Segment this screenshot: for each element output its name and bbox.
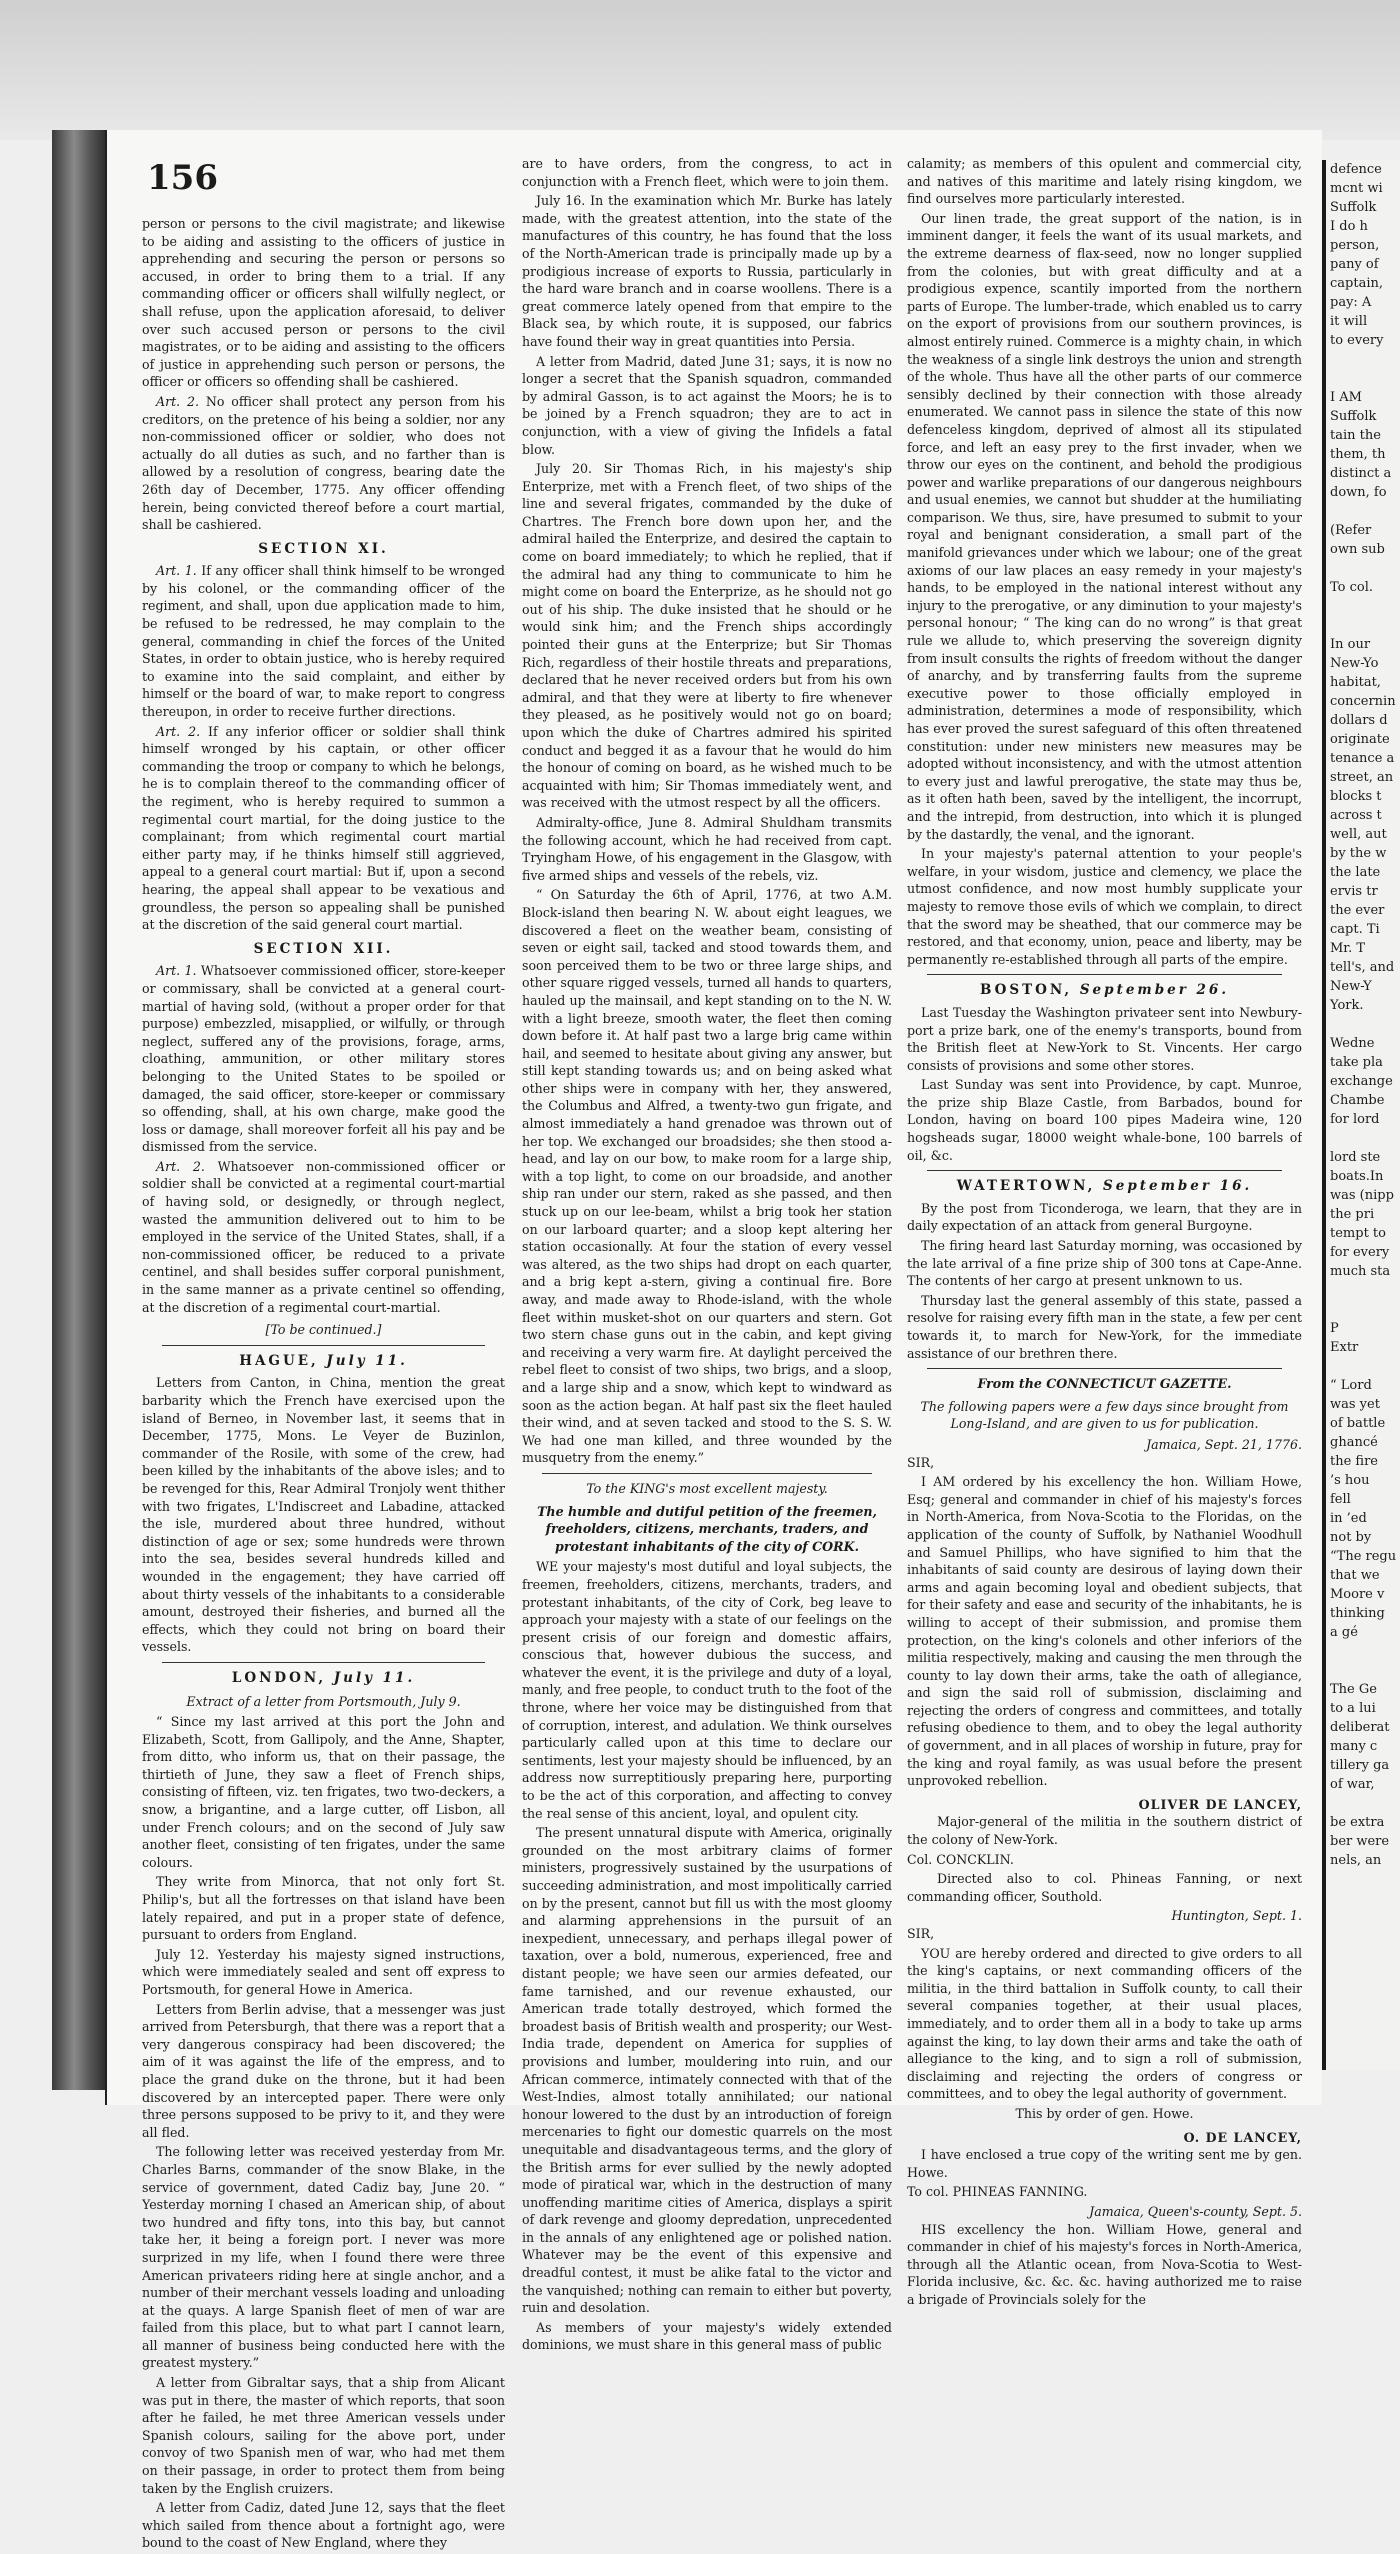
letter-date: Huntington, Sept. 1. bbox=[1171, 1908, 1302, 1924]
sliver-line: “ Lord bbox=[1330, 1378, 1372, 1393]
paragraph: The following letter was received yesterday from Mr. Charles Barns, commander of the snow Blake, in the service of government, dated Cadiz bay, June 20. “ Yesterday morning I chased an American ship, of about two hundred and fifty tons, into this bay, but cannot take her, it being a foreign port. I never was more surprized in my life, when I found there were three American privateers riding here at single anchor, and a number of their merchant vessels loading and unloading at the quays. A large Spanish fleet of men of war are failed from this place, but to what part I cannot learn, all manner of business being conducted here with the greatest mystery.” bbox=[142, 2144, 505, 2371]
paragraph: WE your majesty's most dutiful and loyal subjects, the freemen, freeholders, citizens, merchants, traders, and protestant inhabitants, of the city of Cork, beg leave to approach your majesty with a state of our feelings on the present crisis of our foreign and domestic affairs, conscious that, however dubious the success, and whatever the event, it is the privilege and duty of a loyal, manly, and free people, to conduct truth to the foot of the throne, where her voice may be distinguished from that of corruption, interest, and adulation. We think ourselves particularly called upon at this time to declare our sentiments, lest your majesty should be influenced, by an address now surreptitiously preparing here, purporting to be the act of this corporation, and affecting to convey the real sense of this ancient, loyal, and opulent city. bbox=[522, 1559, 892, 1821]
sliver-line: Wedne bbox=[1330, 1036, 1375, 1051]
sliver-line: lord ste bbox=[1330, 1150, 1381, 1165]
section-heading: SECTION XI. bbox=[258, 540, 389, 557]
sliver-line: of war, bbox=[1330, 1777, 1375, 1792]
sliver-line: I AM bbox=[1330, 390, 1362, 405]
paragraph: HIS excellency the hon. William Howe, general and commander in chief of his majesty's forces in North-America, through all the Atlantic ocean, from Nova-Scotia to West-Florida inclusive, &c. &c. &c. having authorized me to raise a brigade of Provincials solely for the bbox=[907, 2221, 1302, 2307]
sliver-line: for every bbox=[1330, 1245, 1390, 1260]
paragraph: Last Sunday was sent into Providence, by capt. Munroe, the prize ship Blaze Castle, from Barbados, bound for London, having on board 100 pipes Madeira wine, 120 hogsheads sugar, 18000 weight whale-bone, 100 barrels of oil, &c. bbox=[907, 1077, 1302, 1163]
sliver-line: originate bbox=[1330, 732, 1390, 747]
paragraph: In your majesty's paternal attention to your people's welfare, in your wisdom, justice and clemency, we place the utmost confidence, and now most humbly supplicate your majesty to remove those evils of which we complain, to direct that the sword may be sheathed, that our commerce may be restored, and that economy, union, peace and liberty, may be permanently re-established through all parts of the empire. bbox=[907, 846, 1302, 967]
signature: O. DE LANCEY, bbox=[1183, 2129, 1302, 2145]
paragraph: July 16. In the examination which Mr. Burke has lately made, with the greatest attention, into the state of the manufactures of this country, he has found that the loss of the North-American trade is principally made up by a prodigious increase of exports to Russia, particularly in the hard ware branch and in coarse woollens. There is a great commerce lately opened from that empire to the Black sea, by which route, it is supposed, our fabrics have found their way in great quantities into Persia. bbox=[522, 193, 892, 349]
sliver-line: tempt to bbox=[1330, 1226, 1386, 1241]
sliver-line bbox=[1326, 1794, 1400, 1813]
paragraph: Letters from Berlin advise, that a messenger was just arrived from Petersburgh, that there was a report that a very dangerous conspiracy had been discovered; the aim of it was against the life of the empress, and to place the grand duke on the throne, but it had been discovered by an intercepted paper. There were only three persons supposed to be privy to it, and they were all fled. bbox=[142, 2001, 505, 2140]
sliver-line: tillery ga bbox=[1330, 1758, 1390, 1773]
sliver-line: of battle bbox=[1330, 1416, 1386, 1431]
sliver-line: The Ge bbox=[1330, 1682, 1377, 1697]
paragraph: A letter from Madrid, dated June 31; says, it is now no longer a secret that the Spanish squadron, commanded by admiral Gasson, is to act against the Moors; he is to be joined by a French squadron; they are to act in conjunction, with a view of giving the Infidels a fatal blow. bbox=[522, 353, 892, 457]
page-number: 156 bbox=[147, 158, 218, 198]
sliver-line: Suffolk bbox=[1330, 200, 1377, 215]
sliver-line: the fire bbox=[1330, 1454, 1379, 1469]
sliver-line: distinct a bbox=[1330, 466, 1392, 481]
sliver-line: fell bbox=[1330, 1492, 1351, 1507]
sliver-line: not by bbox=[1330, 1530, 1372, 1545]
salutation: SIR, bbox=[907, 1926, 935, 1941]
sliver-line: I do h bbox=[1330, 219, 1368, 234]
paragraph: Last Tuesday the Washington privateer sent into Newbury-port a prize bark, one of the enemy's transports, bound from the British fleet at New-York to St. Vincents. Her cargo consists of provisions and some other stores. bbox=[907, 1004, 1302, 1073]
divider bbox=[927, 1368, 1282, 1369]
article-1: Art. 1. If any officer shall think himself to be wronged by his colonel, or the commanding officer of the regiment, and shall, upon due application made to him, be refused to be redressed, he may complain to the general, commanding in chief the forces of the United States, in order to obtain justice, who is hereby required to examine into the said complaint, and either by himself or the board of war, to make report to congress thereupon, in order to receive further directions. bbox=[142, 563, 505, 720]
divider bbox=[542, 1473, 872, 1474]
sliver-line: the late bbox=[1330, 865, 1381, 880]
paragraph: I have enclosed a true copy of the writing sent me by gen. Howe. bbox=[907, 2147, 1302, 2180]
paragraph: The present unnatural dispute with America, originally grounded on the most arbitrary claims of former ministers, progressively sustained by the usurpations of succeeding administration, and most impolitically carried on by the present, cannot but fill us with the most gloomy and alarming apprehensions in the pursuit of an inexpedient, unnecessary, and perhaps illegal power of taxation, over a bold, numerous, experienced, free and distant people; we have seen our armies defeated, our fame tarnished, and our revenue exhausted, our American trade totally destroyed, which formed the broadest basis of British wealth and prosperity; our West-India trade, dependent on America for supplies of provisions and lumber, mouldering into ruin, and our African commerce, intimately connected with that of the West-Indies, almost totally annihilated; our national honour lowered to the dust by an introduction of foreign mercenaries to fight our domestic quarrels on the most unequitable and disadvantageous terms, and the glory of the British arms for ever sullied by the newly adopted mode of piratical war, which in the destruction of many unoffending maritime cities of America, displays a spirit of dark revenge and gloomy depredation, unprecedented in the annals of any enlightened age or polished nation. Whatever may be the event of this expensive and dreadful contest, it must be alike fatal to the victor and the vanquished; nothing can remain to either but poverty, ruin and desolation. bbox=[522, 1825, 892, 2316]
sliver-line: blocks t bbox=[1330, 789, 1382, 804]
paragraph: person or persons to the civil magistrate; and likewise to be aiding and assisting to the officers of justice in apprehending and securing the person or persons so accused, in order to bring them to a trial. If any commanding officer or officers shall wilfully neglect, or shall refuse, upon the application aforesaid, to deliver over such accused person or persons to the civil magistrates, or to be aiding and assisting to the officers of justice in apprehending such person or persons, the officer or officers so offending shall be cashiered. bbox=[142, 216, 505, 390]
paragraph: Our linen trade, the great support of the nation, is in imminent danger, it feels the want of its usual markets, and the extreme dearness of flax-seed, now no longer supplied from the colonies, but with great difficulty and at a prodigious expence, scantily imported from the northern parts of Europe. The lumber-trade, which enabled us to carry on the export of provisions from our southern provinces, is almost entirely ruined. Commerce is a mighty chain, in which the weakness of a single link destroys the union and strength of the whole. Thus have all the other parts of our commerce sensibly declined by their connection with those already enumerated. We cannot pass in silence the state of this now defenceless kingdom, deprived of almost all its stipulated force, and left an easy prey to the first invader, when we throw our eyes on the continent, and behold the prodigious power and warlike preparations of our dangerous neighbours and usual enemies, we cannot but shudder at the humiliating comparison. We thus, sire, have presumed to submit to your royal and benignant consideration, a small part of the manifold grievances under which we labour; one of the great axioms of our law places an easy remedy in your majesty's hands, to be employed in the national interest without any injury to the prerogative, or any diminution to your majesty's personal honour; “ The king can do no wrong” is that great rule we allude to, which preserving the sovereign dignity from insult consults the rights of freedom without the danger of anarchy, and by transferring faults from the supreme executive power to those officially employed in administration, determines a mode of responsibility, which has ever proved the surest safeguard of this often threatened constitution: under new ministers new measures may be adopted without inconsistency, and with the utmost attention to every just and lawful prerogative, the state may thus be, as it often hath been, saved by the intelligent, the incorrupt, and the intrepid, from destruction, into which it is plunged by the dastardly, the venal, and the ignorant. bbox=[907, 210, 1302, 842]
sliver-line: capt. Ti bbox=[1330, 922, 1380, 937]
paragraph: I AM ordered by his excellency the hon. William Howe, Esq; general and commander in chief of his majesty's forces in North-America, from Nova-Scotia to the Floridas, on the application of the county of Suffolk, by Nathaniel Woodhull and Samuel Phillips, who have signified to him that the inhabitants of said county are desirous of laying down their arms and again becoming loyal and obedient subjects, that for their safety and ease and security of the inhabitants, he is willing to accept of their submission, and promise them protection, on the king's colonels and other inferiors of the militia respectively, making and causing the men through the county to lay down their arms, take the oath of allegiance, and sign the said roll of submission, disclaiming and rejecting the orders of congress and committees, and totally refusing obedience to them, and to obey the legal authority of government, and in all places of worship in future, pray for the king and royal family, as was usual before the present unprovoked rebellion. bbox=[907, 1474, 1302, 1789]
sliver-line: Suffolk bbox=[1330, 409, 1377, 424]
sliver-line bbox=[1326, 1015, 1400, 1034]
sliver-line: was yet bbox=[1330, 1397, 1380, 1412]
paragraph: Admiralty-office, June 8. Admiral Shuldham transmits the following account, which he had received from capt. Tryingham Howe, of his engagement in the Glasgow, with five armed ships and vessels of the rebels, viz. bbox=[522, 814, 892, 883]
article-2: Art. 2. No officer shall protect any person from his creditors, on the pretence of his being a soldier, nor any non-commissioned officer or soldier, who does not actually do all duties as such, and no farther than is allowed by a resolution of congress, bearing date the 26th day of December, 1775. Any officer offending herein, being convicted thereof before a court martial, shall be cashiered. bbox=[142, 393, 505, 533]
sliver-line: person, bbox=[1330, 238, 1380, 253]
paragraph: Letters from Canton, in China, mention the great barbarity which the French have exercised upon the island of Berneo, in November last, it seems that in December, 1775, Mons. Le Veyer de Buzinlon, commander of the Rosile, with some of the crew, had been killed by the inhabitants of the above isles; and to be revenged for this, Rear Admiral Tronjoly went thither with two frigates, L'Indiscreet and Labadine, attacked the isle, murdered about three hundred, without distinction of age or sex; some hundreds were thrown into the sea, besides several hundreds killed and wounded in the engagement; they have carried off about thirty vessels of the inhabitants to a considerable amount, destroyed their fisheries, and burned all the effects, which they could not bring on board their vessels. bbox=[142, 1375, 505, 1655]
sliver-line: take pla bbox=[1330, 1055, 1383, 1070]
divider bbox=[927, 1170, 1282, 1171]
sliver-line bbox=[1326, 1661, 1400, 1680]
paragraph: They write from Minorca, that not only fort St. Philip's, but all the fortresses on that island have been lately repaired, and put in a proper state of defence, pursuant to orders from England. bbox=[142, 1874, 505, 1943]
sliver-line: pay: A bbox=[1330, 295, 1372, 310]
divider bbox=[927, 974, 1282, 975]
sliver-line: P bbox=[1330, 1321, 1339, 1336]
sliver-line: ghancé bbox=[1330, 1435, 1378, 1450]
dateline-heading: BOSTON, September 26. bbox=[979, 982, 1230, 999]
article-1: Art. 1. Whatsoever commissioned officer, store-keeper or commissary, shall be convicted at a general court-martial of having sold, (without a proper order for that purpose) embezzled, misapplied, or wilfully, or through neglect, suffered any of the provisions, forage, arms, cloathing, ammunition, or other military stores belonging to the United States to be spoiled or damaged, the said officer, store-keeper or commissary so offending, shall, at his own charge, make good the loss or damage, shall moreover forfeit all his pay and be dismissed from the service. bbox=[142, 963, 505, 1155]
divider bbox=[162, 1345, 485, 1346]
dateline-heading: LONDON, July 11. bbox=[231, 1669, 416, 1686]
sliver-line: be extra bbox=[1330, 1815, 1385, 1830]
sliver-line: deliberat bbox=[1330, 1720, 1390, 1735]
signature: OLIVER DE LANCEY, bbox=[1138, 1796, 1302, 1812]
salutation: SIR, bbox=[907, 1454, 935, 1470]
sliver-line: In our bbox=[1330, 637, 1371, 652]
paragraph: A letter from Gibraltar says, that a ship from Alicant was put in there, the master of which reports, that soon after he failed, he met three American vessels under Spanish colours, sailing for the above port, under convoy of two Spanish men of war, who had met them on their passage, in order to protect them from being taken by the English cruizers. bbox=[142, 2375, 505, 2496]
column-1 bbox=[142, 215, 505, 2554]
sliver-line: down, fo bbox=[1330, 485, 1387, 500]
dateline-heading: HAGUE, July 11. bbox=[239, 1352, 408, 1369]
paragraph: “ Since my last arrived at this port the John and Elizabeth, Scott, from Gallipoly, and the Anne, Shapter, from ditto, who inform us, that on their passage, the thirtieth of June, they saw a fleet of French ships, consisting of fifteen, viz. ten frigates, two two-deckers, a snow, a brigantine, and a large cutter, off Lisbon, all under French colours; and on the second of July saw another fleet, consisting of ten frigates, under the same colours. bbox=[142, 1714, 505, 1870]
sliver-line: “The regu bbox=[1330, 1549, 1397, 1564]
dateline-heading: WATERTOWN, September 16. bbox=[956, 1178, 1253, 1195]
paragraph: As members of your majesty's widely extended dominions, we must share in this general mass of public bbox=[522, 2319, 892, 2353]
signature-title: Major-general of the militia in the southern district of the colony of New-York. bbox=[907, 1814, 1302, 1848]
sliver-line: to every bbox=[1330, 333, 1384, 348]
sliver-line: for lord bbox=[1330, 1112, 1380, 1127]
section-heading: SECTION XII. bbox=[253, 940, 394, 957]
scan-top-edge bbox=[0, 0, 1400, 140]
sliver-line: ervis tr bbox=[1330, 884, 1378, 899]
sliver-line bbox=[1326, 369, 1400, 388]
sliver-line bbox=[1326, 1300, 1400, 1319]
sliver-line: ’s hou bbox=[1330, 1473, 1370, 1488]
paragraph: Directed also to col. Phineas Fanning, or next commanding officer, Southold. bbox=[907, 1871, 1302, 1904]
sliver-line: exchange bbox=[1330, 1074, 1393, 1089]
paragraph: A letter from Cadiz, dated June 12, says that the fleet which sailed from thence about a fortnight ago, were bound to the coast of New England, where they bbox=[142, 2500, 505, 2551]
sliver-line: Chambe bbox=[1330, 1093, 1385, 1108]
letter-date: Jamaica, Sept. 21, 1776. bbox=[1146, 1436, 1302, 1452]
sliver-line: to a lui bbox=[1330, 1701, 1376, 1716]
sliver-line: in ’ed bbox=[1330, 1511, 1367, 1526]
sliver-line: the pri bbox=[1330, 1207, 1375, 1222]
sliver-line bbox=[1326, 1642, 1400, 1661]
paragraph: are to have orders, from the congress, to act in conjunction with a French fleet, which were to join them. bbox=[522, 156, 892, 189]
article-2: Art. 2. If any inferior officer or soldier shall think himself wronged by his captain, or other officer commanding the troop or company to which he belongs, he is to complain thereof to the commanding officer of the regiment, who is hereby required to summon a regimental court martial, for the doing justice to the complainant; from which regimental court martial either party may, if he thinks himself still aggrieved, appeal to a general court martial: But if, upon a second hearing, the appeal shall appear to be vexatious and groundless, the person so appealing shall be punished at the discretion of the said general court martial. bbox=[142, 723, 505, 933]
sliver-line: Mr. T bbox=[1330, 941, 1366, 956]
sliver-line: (Refer bbox=[1330, 523, 1372, 538]
sliver-line: the ever bbox=[1330, 903, 1385, 918]
sliver-line: To col. bbox=[1330, 580, 1374, 595]
sliver-line bbox=[1326, 1357, 1400, 1376]
paragraph: “ On Saturday the 6th of April, 1776, at two A.M. Block-island then bearing N. W. about eight leagues, we discovered a fleet on the weather beam, consisting of seven or eight sail, tacked and stood towards them, and soon perceived them to be two or three large ships, and other square rigged vessels, turned all hands to quarters, hauled up the mainsail, and kept standing on to the N. W. with a light breeze, smooth water, the fleet then coming down before it. At half past two a large brig came within hail, and seemed to hesitate about giving any answer, but still kept standing towards us; and on being asked what other ships were in company with her, they answered, the Columbus and Alfred, a twenty-two gun frigate, and almost immediately a hand grenadoe was thrown out of her top. We exchanged our broadsides; she then stood a-head, and lay on our bow, to make room for a large ship, with a top light, to come on our broadside, and another ship ran under our stern, raked as she passed, and then stuck up on our lee-beam, whilst a brig took her station on our larboard quarter; and a sloop kept altering her station occasionally. At four the station of every vessel was altered, as the two ships had dropt on each quarter, and a brig kept a-stern, giving a continual fire. Bore away, and made away to Rhode-island, with the whole fleet within musket-shot on our quarters and stern. Got two stern chase guns out in the cabin, and kept giving and receiving a very warm fire. At daylight perceived the rebel fleet to consist of two ships, two brigs, and a sloop, and a large ship and a snow, which kept to windward as soon as the action began. At half past six the fleet hauled their wind, and at seven tacked and stood to the S. S. W. We had one man killed, and three wounded by the musquetry from the enemy.” bbox=[522, 887, 892, 1466]
sliver-line bbox=[1326, 502, 1400, 521]
sliver-line: tenance a bbox=[1330, 751, 1395, 766]
sliver-line: New-Yo bbox=[1330, 656, 1379, 671]
sliver-line bbox=[1326, 1281, 1400, 1300]
sliver-line: New-Y bbox=[1330, 979, 1372, 994]
paragraph: July 12. Yesterday his majesty signed instructions, which were immediately sealed and sent off express to Portsmouth, for general Howe in America. bbox=[142, 1946, 505, 1997]
sliver-line: that we bbox=[1330, 1568, 1380, 1583]
petition-address: To the KING's most excellent majesty. bbox=[586, 1480, 828, 1496]
paragraph: July 20. Sir Thomas Rich, in his majesty's ship Enterprize, met with a French fleet, of two ships of the line and several frigates, commanded by the duke of Chartres. The French bore down upon her, and the admiral hailed the Enterprize, and desired the captain to come on board immediately; to which he replied, that if the admiral had any thing to communicate to him he might come on board the Enterprize, as he should not go out of his ship. The duke insisted that he should or he would sink him; and the French ships accordingly pointed their guns at the Enterprize; but Sir Thomas Rich, regardless of their hostile threats and preparations, declared that he never received orders but from his own admiral, and that they were at liberty to fire whenever they pleased, as he positively would not go on board; upon which the duke of Chartres admired his spirited conduct and begged it as a favour that he would do him the honour of coming on board, as he wished much to be acquainted with him; Sir Thomas immediately went, and was received with the utmost respect by all the officers. bbox=[522, 461, 892, 811]
sliver-line: tain the bbox=[1330, 428, 1381, 443]
letter-date: Jamaica, Queen's-county, Sept. 5. bbox=[1089, 2203, 1302, 2219]
to-be-continued: [To be continued.] bbox=[265, 1322, 382, 1338]
sliver-line: tell's, and bbox=[1330, 960, 1395, 975]
sliver-line: it will bbox=[1330, 314, 1368, 329]
petition-title: The humble and dutiful petition of the freemen, freeholders, citizens, merchants, traders, and protestant inhabitants of the city of CORK. bbox=[537, 1503, 877, 1554]
adjacent-page-sliver bbox=[1322, 160, 1400, 2070]
newspaper-page bbox=[105, 130, 1322, 2551]
sliver-line: thinking bbox=[1330, 1606, 1385, 1621]
sliver-line: mcnt wi bbox=[1330, 181, 1383, 196]
sliver-line: much sta bbox=[1330, 1264, 1391, 1279]
paragraph: By the post from Ticonderoga, we learn, that they are in daily expectation of an attack from general Burgoyne. bbox=[907, 1200, 1302, 1234]
sliver-line bbox=[1326, 616, 1400, 635]
extract-heading: Extract of a letter from Portsmouth, July 9. bbox=[186, 1693, 461, 1709]
sliver-line: street, an bbox=[1330, 770, 1394, 785]
paragraph: YOU are hereby ordered and directed to give orders to all the king's captains, or next commanding officers of the militia, in the third battalion in Suffolk county, to call their several companies together, at their usual places, immediately, and to order them all in a body to take up arms against the king, to lay down their arms and take the oath of allegiance to the king, and to sign a roll of submission, disclaiming and rejecting the orders of congress or committees, and to obey the legal authority of government. bbox=[907, 1945, 1302, 2102]
sliver-line: was (nipp bbox=[1330, 1188, 1394, 1203]
sliver-line: Moore v bbox=[1330, 1587, 1385, 1602]
sliver-line: by the w bbox=[1330, 846, 1387, 861]
sliver-line: many c bbox=[1330, 1739, 1378, 1754]
paragraph: calamity; as members of this opulent and commercial city, and natives of this maritime and lately rising kingdom, we find ourselves more particularly interested. bbox=[907, 156, 1302, 207]
addressee: Col. CONCKLIN. bbox=[907, 1851, 1014, 1867]
column-3 bbox=[907, 155, 1302, 2310]
sliver-line: York. bbox=[1330, 998, 1364, 1013]
article-2: Art. 2. Whatsoever non-commissioned officer or soldier shall be convicted at a regimental court-martial of having sold, or designedly, or through neglect, wasted the ammunition delivered out to him to be employed in the service of the United States, shall, if a non-commissioned officer, be reduced to a private centinel, and shall besides suffer corporal punishment, in the same manner as a private centinel so offending, at the discretion of a regimental court-martial. bbox=[142, 1158, 505, 1315]
sliver-line: own sub bbox=[1330, 542, 1385, 557]
sliver-line: boats.In bbox=[1330, 1169, 1384, 1184]
addressee: To col. PHINEAS FANNING. bbox=[907, 2184, 1088, 2200]
sliver-line bbox=[1326, 1129, 1400, 1148]
sliver-line: nels, an bbox=[1330, 1853, 1382, 1868]
sliver-line: them, th bbox=[1330, 447, 1386, 462]
paragraph: This by order of gen. Howe. bbox=[1015, 2105, 1194, 2121]
sliver-line: a gé bbox=[1330, 1625, 1358, 1640]
gazette-intro: The following papers were a few days since brought from Long-Island, and are given to us for publication. bbox=[920, 1398, 1289, 1432]
sliver-line: Extr bbox=[1330, 1340, 1359, 1355]
column-2 bbox=[522, 155, 892, 2356]
paragraph: The firing heard last Saturday morning, was occasioned by the late arrival of a fine prize ship of 300 tons at Cape-Anne. The contents of her cargo at present unknown to us. bbox=[907, 1238, 1302, 1289]
sliver-line: across t bbox=[1330, 808, 1382, 823]
sliver-line: dollars d bbox=[1330, 713, 1388, 728]
sliver-line: captain, bbox=[1330, 276, 1383, 291]
sliver-line: ber were bbox=[1330, 1834, 1390, 1849]
sliver-line: concernin bbox=[1330, 694, 1396, 709]
sliver-line: well, aut bbox=[1330, 827, 1387, 842]
sliver-line: habitat, bbox=[1330, 675, 1381, 690]
sliver-line bbox=[1326, 597, 1400, 616]
gazette-heading: From the CONNECTICUT GAZETTE. bbox=[977, 1376, 1232, 1392]
sliver-line: pany of bbox=[1330, 257, 1379, 272]
paragraph: Thursday last the general assembly of this state, passed a resolve for raising every fifth man in the state, a few per cent towards it, to march for New-York, for the immediate assistance of our brethren there. bbox=[907, 1292, 1302, 1361]
sliver-line bbox=[1326, 559, 1400, 578]
sliver-line bbox=[1326, 350, 1400, 369]
sliver-line: defence bbox=[1330, 162, 1382, 177]
divider bbox=[162, 1662, 485, 1663]
book-binding bbox=[52, 130, 107, 2090]
